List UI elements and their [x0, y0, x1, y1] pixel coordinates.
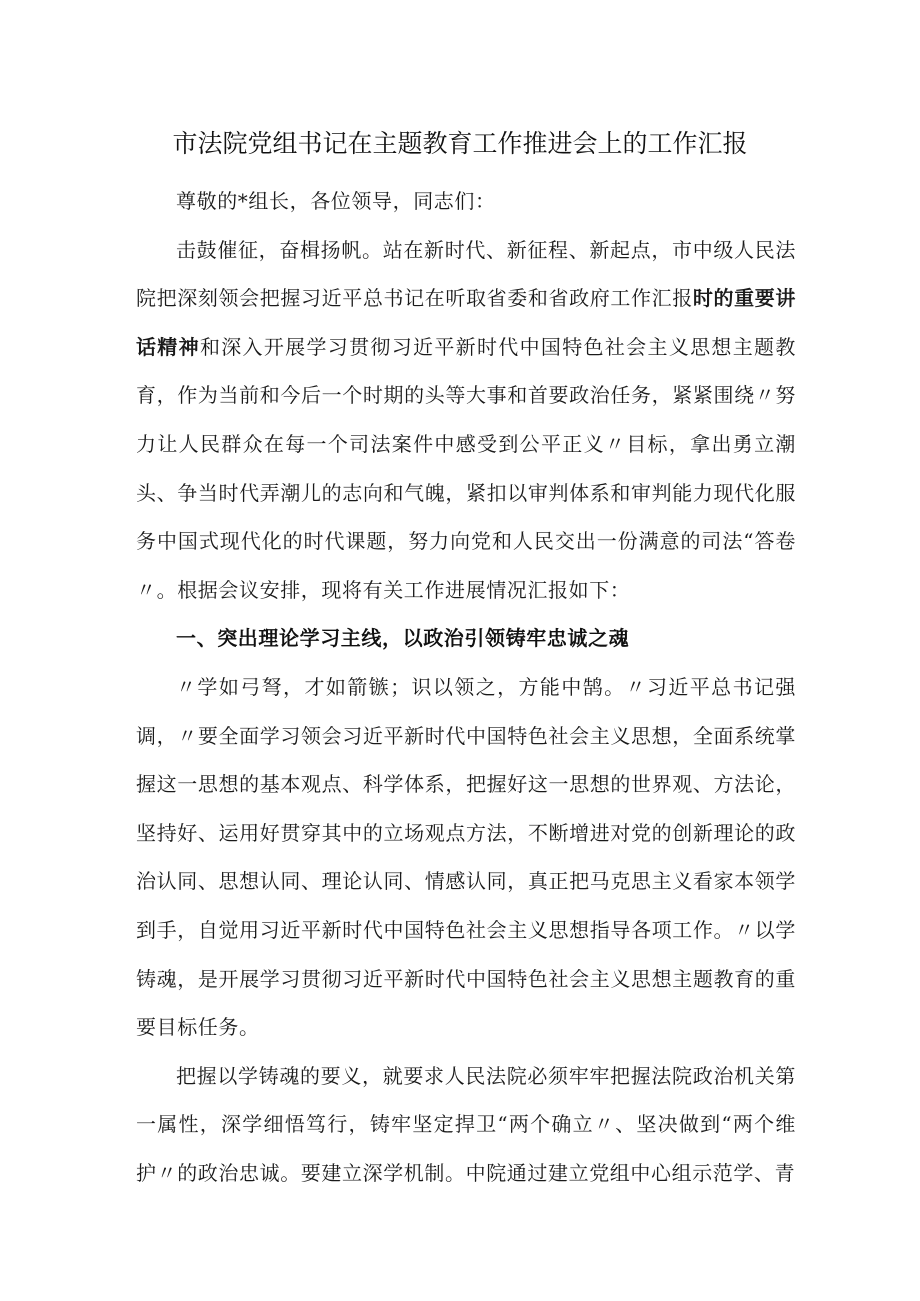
- paragraph-quote: 〃学如弓弩，才如箭镞；识以领之，方能中鹄。〃习近平总书记强调，〃要全面学习领会习近平新时代中国特色社会主义思想，全面系统掌握这一思想的基本观点、科学体系，把握好这一思想的世界观、方法论，坚持好、运用好贯穿其中的立场观点方法，不断增进对党的创新理论的政治认同、思想认同、理论认同、情感认同，真正把马克思主义看家本领学到手，自觉用习近平新时代中国特色社会主义思想指导各项工作。〃以学铸魂，是开展学习贯彻习近平新时代中国特色社会主义思想主题教育的重要目标任务。: [136, 674, 796, 1040]
- salutation: 尊敬的*组长，各位领导，同志们：: [176, 189, 496, 213]
- section-heading-1: 一、突出理论学习主线，以政治引领铸牢忠诚之魂: [176, 626, 630, 651]
- paragraph-intro-text-end: 和深入开展学习贯彻习近平新时代中国特色社会主义思想主题教育，作为当前和今后一个时期的头等大事和首要政治任务，紧紧围绕〃努力让人民群众在每一个司法案件中感受到公平正义〃目标，拿出勇立潮头、争当时代弄潮儿的志向和气魄，紧扣以审判体系和审判能力现代化服务中国式现代化的时代课题，努力向党和人民交出一份满意的司法“答卷〃。根据会议安排，现将有关工作进展情况汇报如下：: [136, 334, 796, 602]
- document-title: 市法院党组书记在主题教育工作推进会上的工作汇报: [172, 129, 748, 158]
- paragraph-intro-bold-text: 时的重要讲话精神: [136, 286, 797, 359]
- document-body: [136, 177, 796, 1197]
- paragraph-intro: [136, 226, 796, 615]
- paragraph-intro-text-start: 击鼓催征，奋楫扬帆。站在新时代、新征程、新起点，市中级人民法院把深刻领会把握习近平总书记在听取省委和省政府工作汇报: [136, 237, 796, 311]
- paragraph-requirement: 把握以学铸魂的要义，就要求人民法院必须牢牢把握法院政治机关第一属性，深学细悟笃行，铸牢坚定捍卫“两个确立〃、坚决做到“两个维护〃的政治忠诚。要建立深学机制。中院通过建立党组中心组示范学、青: [136, 1063, 796, 1185]
